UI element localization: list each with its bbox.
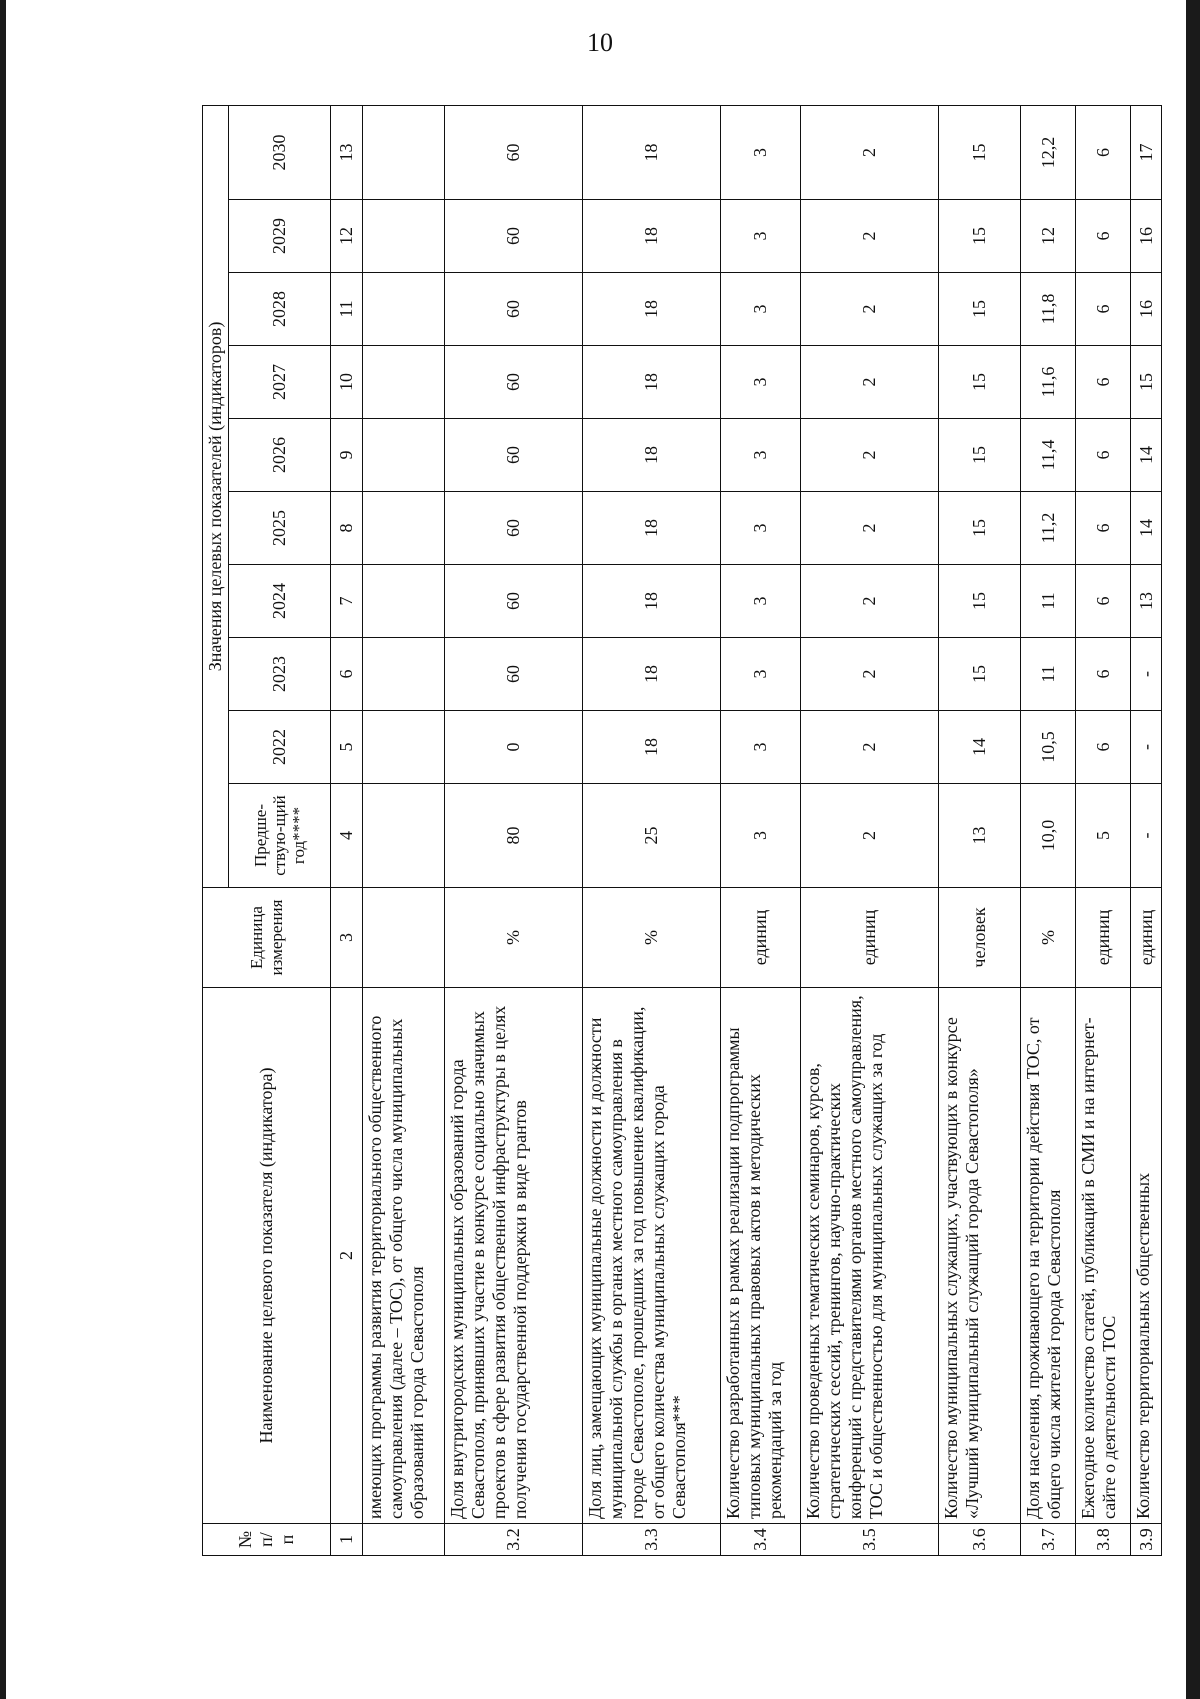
indicator-name: Количество территориальных общественных xyxy=(1131,988,1162,1524)
table-row xyxy=(362,105,444,1555)
value-cell: 11,8 xyxy=(1021,273,1076,346)
value-cell: 16 xyxy=(1131,200,1162,273)
value-cell: 2 xyxy=(800,346,938,419)
value-cell: 2 xyxy=(800,273,938,346)
value-cell: 3 xyxy=(721,638,801,711)
value-cell: 10,0 xyxy=(1021,784,1076,888)
column-number-row xyxy=(331,105,363,1555)
value-cell: 2 xyxy=(800,565,938,638)
value-cell: 0 xyxy=(444,711,582,784)
value-cell: 80 xyxy=(444,784,582,888)
header-year: 2024 xyxy=(229,565,331,638)
table-row xyxy=(800,105,938,1555)
row-number: 3.9 xyxy=(1131,1524,1162,1556)
value-cell: 2 xyxy=(800,419,938,492)
value-cell: 18 xyxy=(582,492,720,565)
value-cell: 10,5 xyxy=(1021,711,1076,784)
header-year: 2025 xyxy=(229,492,331,565)
column-number: 1 xyxy=(331,1524,363,1556)
scan-edge-right xyxy=(1186,0,1200,1699)
row-number: 3.7 xyxy=(1021,1524,1076,1556)
indicator-name: Количество проведенных тематических семинаров, курсов, стратегических сессий, тренингов, научно-практических конференций с представителями органов местного самоуправления, ТОС и общественностью для муниципальных служащих за год xyxy=(800,988,938,1524)
indicator-name: Количество муниципальных служащих, участвующих в конкурсе «Лучший муниципальный служащий города Севастополя» xyxy=(939,988,1021,1524)
value-cell: 3 xyxy=(721,105,801,199)
column-number: 10 xyxy=(331,346,363,419)
value-cell: 6 xyxy=(1076,638,1131,711)
row-number: 3.2 xyxy=(444,1524,582,1556)
value-cell: 3 xyxy=(721,492,801,565)
value-cell: 16 xyxy=(1131,273,1162,346)
value-cell: 3 xyxy=(721,711,801,784)
indicator-name: Количество разработанных в рамках реализации подпрограммы типовых муниципальных правовых актов и методических рекомендаций за год xyxy=(721,988,801,1524)
value-cell: 6 xyxy=(1076,492,1131,565)
value-cell: 6 xyxy=(1076,711,1131,784)
value-cell: 3 xyxy=(721,784,801,888)
value-cell: 3 xyxy=(721,273,801,346)
value-cell: 15 xyxy=(939,346,1021,419)
value-cell: 18 xyxy=(582,105,720,199)
value-cell: 25 xyxy=(582,784,720,888)
unit-cell: единиц xyxy=(1131,888,1162,988)
row-number xyxy=(362,1524,444,1556)
column-number: 5 xyxy=(331,711,363,784)
indicator-name: Доля лиц, замещающих муниципальные должности и должности муниципальной службы в органах местного самоуправления в городе Севастополе, прошедших за год повышение квалификации, от общего количества муниципальных служащих города Севастополя*** xyxy=(582,988,720,1524)
row-number: 3.6 xyxy=(939,1524,1021,1556)
value-cell: 18 xyxy=(582,200,720,273)
header-year: 2029 xyxy=(229,200,331,273)
value-cell: 6 xyxy=(1076,419,1131,492)
unit-cell: единиц xyxy=(1076,888,1131,988)
scan-edge-left xyxy=(0,0,6,1699)
column-number: 3 xyxy=(331,888,363,988)
unit-cell: единиц xyxy=(800,888,938,988)
value-cell: 15 xyxy=(939,273,1021,346)
indicator-name: имеющих программы развития территориального общественного самоуправления (далее – ТОС), от общего числа муниципальных образований города Севастополя xyxy=(362,988,444,1524)
value-cell: 18 xyxy=(582,346,720,419)
header-year: 2027 xyxy=(229,346,331,419)
value-cell: 17 xyxy=(1131,105,1162,199)
indicator-name: Доля внутригородских муниципальных образований города Севастополя, принявших участие в конкурсе социально значимых проектов в сфере развития общественной инфраструктуры в целях получения государственной поддержки в виде грантов xyxy=(444,988,582,1524)
column-number: 6 xyxy=(331,638,363,711)
indicator-name: Доля населения, проживающего на территории действия ТОС, от общего числа жителей города Севастополя xyxy=(1021,988,1076,1524)
value-cell: 3 xyxy=(721,200,801,273)
indicator-name: Ежегодное количество статей, публикаций в СМИ и на интернет-сайте о деятельности ТОС xyxy=(1076,988,1131,1524)
value-cell: 6 xyxy=(1076,565,1131,638)
value-cell: 11 xyxy=(1021,638,1076,711)
value-cell: 13 xyxy=(939,784,1021,888)
header-prev-year: Предше-ствую-щий год**** xyxy=(229,784,331,888)
unit-cell: % xyxy=(582,888,720,988)
value-cell: 15 xyxy=(939,492,1021,565)
header-year: 2023 xyxy=(229,638,331,711)
unit-cell: единиц xyxy=(721,888,801,988)
value-cell: 60 xyxy=(444,273,582,346)
column-number: 4 xyxy=(331,784,363,888)
column-number: 9 xyxy=(331,419,363,492)
value-cell: - xyxy=(1131,711,1162,784)
value-cell: 6 xyxy=(1076,200,1131,273)
value-cell xyxy=(362,784,444,888)
value-cell: 2 xyxy=(800,784,938,888)
column-number: 13 xyxy=(331,105,363,199)
value-cell xyxy=(362,711,444,784)
table-row xyxy=(1076,105,1131,1555)
value-cell: 2 xyxy=(800,105,938,199)
rotated-table-container xyxy=(202,106,1162,1556)
value-cell xyxy=(362,419,444,492)
value-cell: 11 xyxy=(1021,565,1076,638)
value-cell: 15 xyxy=(939,105,1021,199)
value-cell: 60 xyxy=(444,200,582,273)
value-cell: 18 xyxy=(582,638,720,711)
table-row xyxy=(1131,105,1162,1555)
value-cell xyxy=(362,638,444,711)
column-number: 2 xyxy=(331,988,363,1524)
value-cell: 2 xyxy=(800,638,938,711)
value-cell: 60 xyxy=(444,492,582,565)
value-cell: 6 xyxy=(1076,346,1131,419)
value-cell: 18 xyxy=(582,273,720,346)
value-cell: 2 xyxy=(800,200,938,273)
value-cell xyxy=(362,492,444,565)
value-cell: 11,2 xyxy=(1021,492,1076,565)
value-cell: 6 xyxy=(1076,273,1131,346)
page-number: 10 xyxy=(587,28,613,57)
value-cell: 12,2 xyxy=(1021,105,1076,199)
unit-cell: % xyxy=(444,888,582,988)
column-number: 11 xyxy=(331,273,363,346)
header-year: 2030 xyxy=(229,105,331,199)
value-cell: 2 xyxy=(800,492,938,565)
unit-cell xyxy=(362,888,444,988)
header-name: Наименование целевого показателя (индикатора) xyxy=(203,988,331,1524)
header-year: 2022 xyxy=(229,711,331,784)
indicator-table xyxy=(202,105,1162,1556)
value-cell xyxy=(362,105,444,199)
row-number: 3.8 xyxy=(1076,1524,1131,1556)
header-year: 2026 xyxy=(229,419,331,492)
header-values-group: Значения целевых показателей (индикаторов) xyxy=(203,105,229,887)
table-row xyxy=(1021,105,1076,1555)
value-cell: 60 xyxy=(444,565,582,638)
table-row xyxy=(939,105,1021,1555)
header-unit: Единица измерения xyxy=(203,888,331,988)
table-row xyxy=(582,105,720,1555)
table-row xyxy=(721,105,801,1555)
value-cell: 11,6 xyxy=(1021,346,1076,419)
value-cell: 6 xyxy=(1076,105,1131,199)
value-cell: 14 xyxy=(1131,419,1162,492)
unit-cell: % xyxy=(1021,888,1076,988)
value-cell: 2 xyxy=(800,711,938,784)
value-cell: 15 xyxy=(939,200,1021,273)
value-cell: 18 xyxy=(582,419,720,492)
column-number: 8 xyxy=(331,492,363,565)
value-cell: - xyxy=(1131,784,1162,888)
value-cell: 12 xyxy=(1021,200,1076,273)
row-number: 3.5 xyxy=(800,1524,938,1556)
unit-cell: человек xyxy=(939,888,1021,988)
header-num: № п/п xyxy=(203,1524,331,1556)
value-cell: 15 xyxy=(939,419,1021,492)
column-number: 12 xyxy=(331,200,363,273)
value-cell: 3 xyxy=(721,419,801,492)
value-cell: 60 xyxy=(444,638,582,711)
value-cell: 3 xyxy=(721,346,801,419)
value-cell: 15 xyxy=(1131,346,1162,419)
row-number: 3.4 xyxy=(721,1524,801,1556)
value-cell xyxy=(362,273,444,346)
value-cell: 13 xyxy=(1131,565,1162,638)
value-cell: 60 xyxy=(444,346,582,419)
table-row xyxy=(444,105,582,1555)
value-cell: - xyxy=(1131,638,1162,711)
value-cell: 15 xyxy=(939,565,1021,638)
value-cell: 3 xyxy=(721,565,801,638)
row-number: 3.3 xyxy=(582,1524,720,1556)
value-cell: 60 xyxy=(444,419,582,492)
value-cell xyxy=(362,200,444,273)
value-cell: 14 xyxy=(1131,492,1162,565)
value-cell xyxy=(362,346,444,419)
value-cell: 60 xyxy=(444,105,582,199)
value-cell: 18 xyxy=(582,711,720,784)
header-year: 2028 xyxy=(229,273,331,346)
value-cell: 14 xyxy=(939,711,1021,784)
column-number: 7 xyxy=(331,565,363,638)
value-cell: 15 xyxy=(939,638,1021,711)
value-cell: 11,4 xyxy=(1021,419,1076,492)
value-cell xyxy=(362,565,444,638)
value-cell: 18 xyxy=(582,565,720,638)
value-cell: 5 xyxy=(1076,784,1131,888)
